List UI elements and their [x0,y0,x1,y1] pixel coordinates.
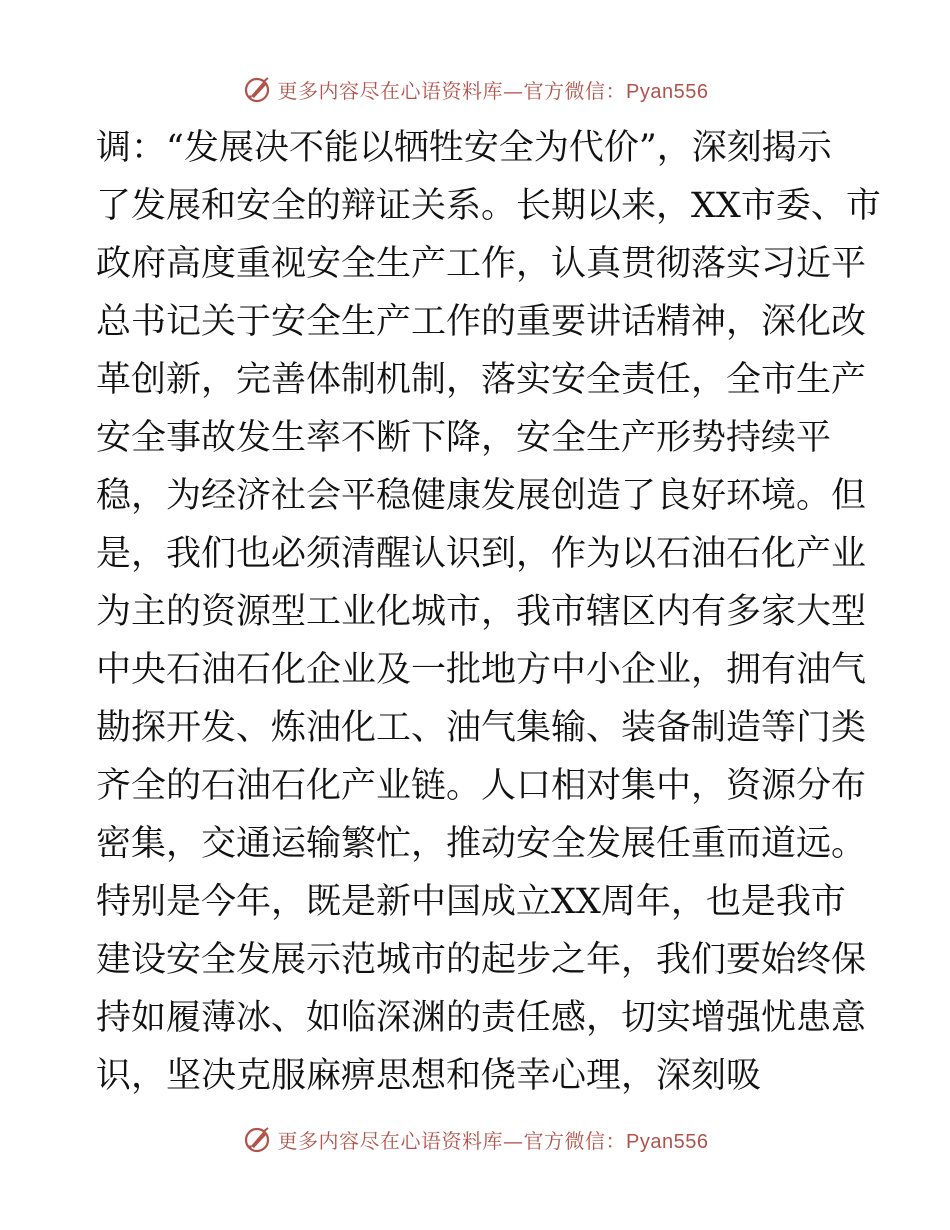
footer-wechat-label: 官方微信： [523,1128,627,1153]
header-banner [0,72,950,106]
body-line-17: 识，坚决克服麻痹思想和侥幸心理，深刻吸 [96,1056,762,1096]
footer-separator: — [503,1128,524,1153]
body-line-16: 持如履薄冰、如临深渊的责任感，切实增强忧患意 [96,998,867,1038]
header-wechat-label: 官方微信： [523,78,627,103]
body-line-7: 稳，为经济社会平稳健康发展创造了良好环境。但 [96,476,867,516]
body-line-6: 安全事故发生率不断下降，安全生产形势持续平 [96,418,832,458]
footer-banner [0,1122,950,1156]
body-line-13: 密集，交通运输繁忙，推动安全发展任重而道远。 [96,824,867,864]
footer-wechat-id: Pyan556 [626,1130,709,1153]
footer-text [278,1125,709,1154]
body-line-12: 齐全的石油石化产业链。人口相对集中，资源分布 [96,766,867,806]
body-line-9: 为主的资源型工业化城市，我市辖区内有多家大型 [96,592,867,632]
body-line-15: 建设安全发展示范城市的起步之年，我们要始终保 [96,940,867,980]
body-line-14: 特别是今年，既是新中国成立XX周年，也是我市 [96,882,846,922]
header-wechat-id: Pyan556 [626,80,709,103]
body-line-11: 勘探开发、炼油化工、油气集输、装备制造等门类 [96,708,867,748]
document-body [96,119,881,1105]
body-line-5: 革创新，完善体制机制，落实安全责任，全市生产 [96,360,867,400]
header-site-text: 更多内容尽在心语资料库 [277,78,504,103]
feather-pen-logo-icon [242,1124,272,1154]
feather-pen-logo-icon [242,74,272,104]
body-line-10: 中央石油石化企业及一批地方中小企业，拥有油气 [96,650,867,690]
body-line-8: 是，我们也必须清醒认识到，作为以石油石化产业 [96,534,867,574]
body-line-4: 总书记关于安全生产工作的重要讲话精神，深化改 [96,302,867,342]
header-text [278,75,709,104]
body-line-3: 政府高度重视安全生产工作，认真贯彻落实习近平 [96,244,867,284]
body-line-1: 调：“发展决不能以牺牲安全为代价”，深刻揭示 [96,128,832,168]
header-separator: — [503,78,524,103]
footer-site-text: 更多内容尽在心语资料库 [277,1128,504,1153]
body-line-2: 了发展和安全的辩证关系。长期以来，XX市委、市 [96,186,881,226]
